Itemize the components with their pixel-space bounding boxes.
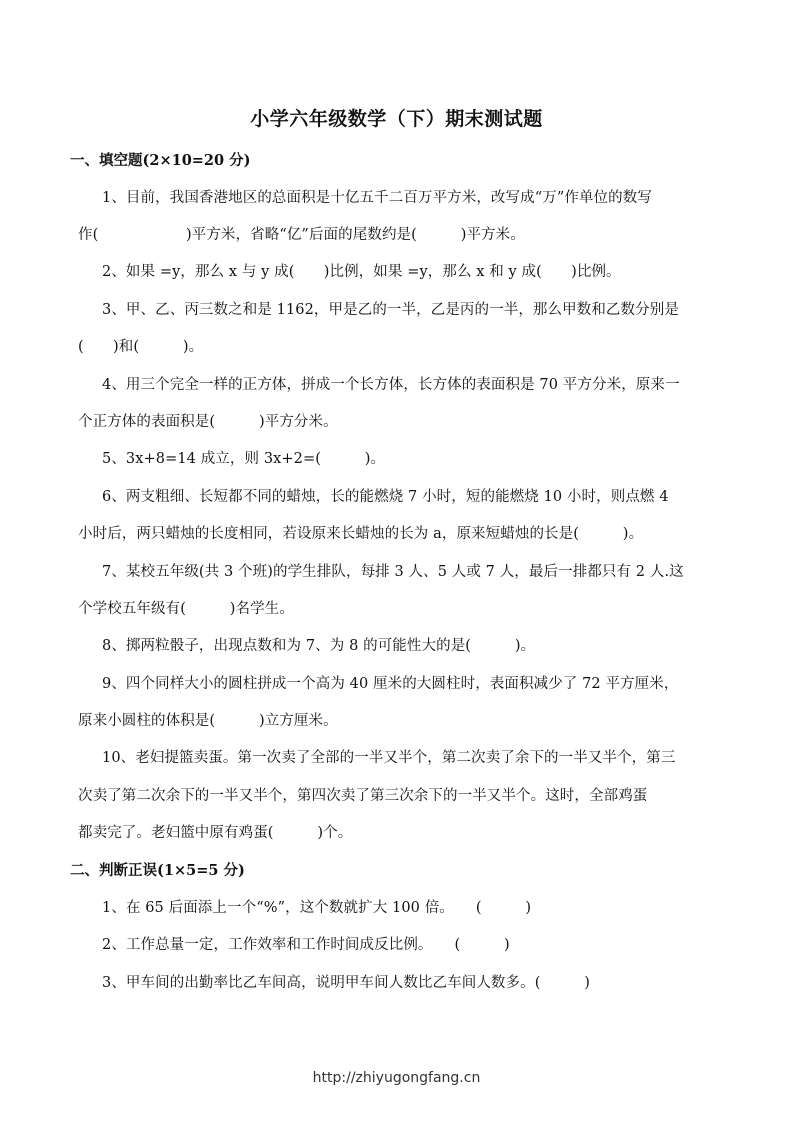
question-line: 作( )平方米，省略“亿”后面的尾数约是( )平方米。: [78, 227, 525, 243]
question-line: 3、甲车间的出勤率比乙车间高，说明甲车间人数比乙车间人数多。( ): [102, 975, 591, 991]
question-line: 原来小圆柱的体积是( )立方厘米。: [78, 713, 338, 729]
question-line: 个学校五年级有( )名学生。: [78, 601, 294, 617]
question-line: 2、如果 =y，那么 x 与 y 成( )比例，如果 =y，那么 x 和 y 成( )比例。: [102, 264, 621, 280]
question-line: 都卖完了。老妇篮中原有鸡蛋( )个。: [78, 825, 353, 841]
page-title: 小学六年级数学（下）期末测试题: [250, 108, 543, 130]
question-line: 8、掷两粒骰子，出现点数和为 7、为 8 的可能性大的是( )。: [102, 638, 536, 654]
question-line: 9、四个同样大小的圆柱拼成一个高为 40 厘米的大圆柱时，表面积减少了 72 平方厘米，: [102, 676, 679, 692]
question-line: ( )和( )。: [78, 339, 204, 355]
question-line: 1、在 65 后面添上一个“%”，这个数就扩大 100 倍。 ( ): [102, 900, 532, 916]
question-line: 个正方体的表面积是( )平方分米。: [78, 414, 338, 430]
question-line: 1、目前，我国香港地区的总面积是十亿五千二百万平方米，改写成“万”作单位的数写: [102, 190, 652, 206]
question-line: 2、工作总量一定，工作效率和工作时间成反比例。 ( ): [102, 937, 510, 953]
question-line: 小时后，两只蜡烛的长度相同，若设原来长蜡烛的长为 a，原来短蜡烛的长是( )。: [78, 526, 644, 542]
question-line: 3、甲、乙、丙三数之和是 1162，甲是乙的一半，乙是丙的一半，那么甲数和乙数分别是: [102, 302, 679, 318]
question-line: 5、3x+8=14 成立，则 3x+2=( )。: [102, 451, 386, 467]
question-line: 10、老妇提篮卖蛋。第一次卖了全部的一半又半个，第二次卖了余下的一半又半个，第三: [102, 750, 676, 766]
question-line: 4、用三个完全一样的正方体，拼成一个长方体，长方体的表面积是 70 平方分米，原来一: [102, 377, 680, 393]
question-line: 次卖了第二次余下的一半又半个，第四次卖了第三次余下的一半又半个。这时，全部鸡蛋: [78, 788, 648, 804]
section-heading-fill-in: 一、填空题(2×10=20 分): [70, 152, 251, 169]
section-heading-true-false: 二、判断正误(1×5=5 分): [70, 862, 245, 879]
question-line: 7、某校五年级(共 3 个班)的学生排队，每排 3 人、5 人或 7 人，最后一排都只有 2 人.这: [102, 564, 684, 580]
footer-url: http://zhiyugongfang.cn: [312, 1070, 481, 1086]
question-line: 6、两支粗细、长短都不同的蜡烛，长的能燃烧 7 小时，短的能燃烧 10 小时，则点燃 4: [102, 489, 669, 505]
